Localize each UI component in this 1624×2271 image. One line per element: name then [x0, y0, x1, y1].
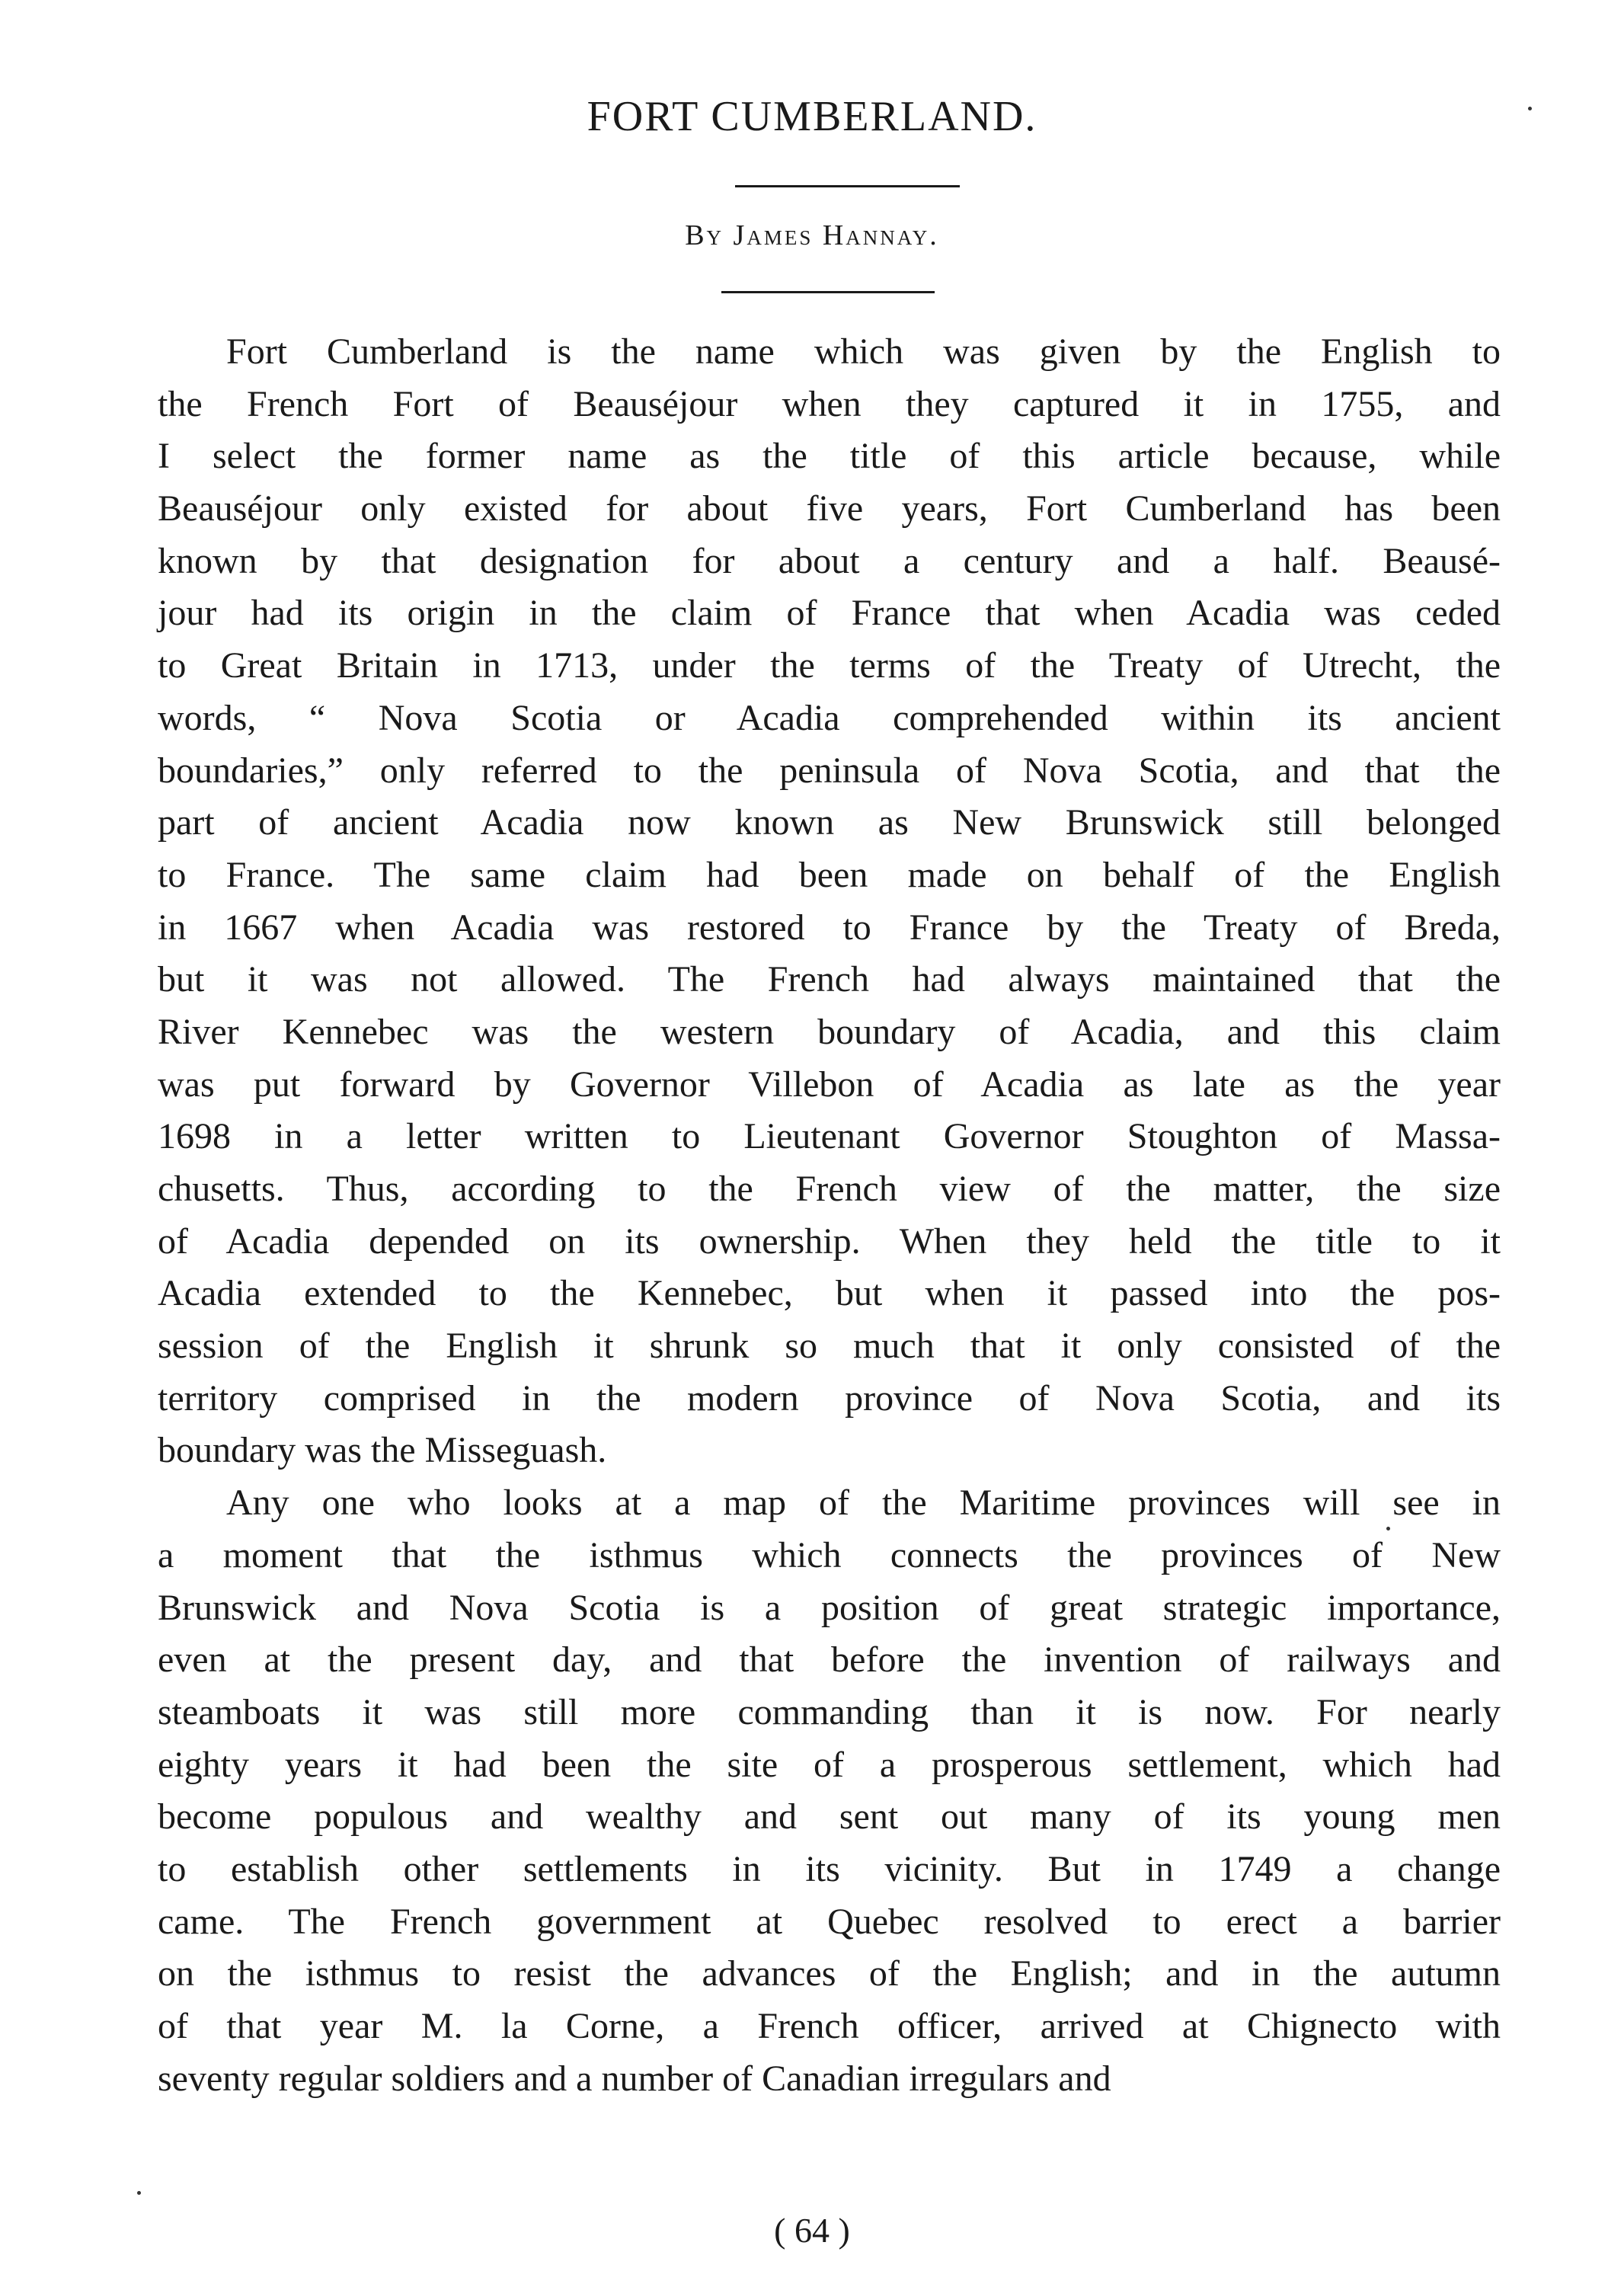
- text-line: River Kennebec was the western boundary of Acadia, and this claim: [158, 1011, 1501, 1052]
- article-body: [158, 326, 1501, 2105]
- text-line: boundary was the Misseguash.: [158, 1430, 607, 1471]
- text-line: chusetts. Thus, according to the French view of the matter, the size: [158, 1169, 1501, 1209]
- text-line: I select the former name as the title of this article because, while: [158, 436, 1501, 477]
- page-number: ( 64 ): [774, 2211, 850, 2250]
- text-line: even at the present day, and that before the invention of railways and: [158, 1639, 1501, 1681]
- text-line: came. The French government at Quebec resolved to erect a barrier: [158, 1901, 1501, 1942]
- author-byline: By James Hannay.: [685, 219, 939, 251]
- text-line: Beauséjour only existed for about five years, Fort Cumberland has been: [158, 488, 1501, 529]
- text-line: Fort Cumberland is the name which was given by the English to: [226, 331, 1501, 372]
- text-line: was put forward by Governor Villebon of Acadia as late as the year: [158, 1064, 1501, 1105]
- text-line: a moment that the isthmus which connects the provinces of New: [158, 1534, 1501, 1575]
- text-line: territory comprised in the modern province of Nova Scotia, and its: [158, 1377, 1501, 1419]
- byline-rule: [721, 291, 935, 293]
- text-line: but it was not allowed. The French had always maintained that the: [158, 959, 1501, 1000]
- text-line: the French Fort of Beauséjour when they captured it in 1755, and: [158, 383, 1501, 424]
- article-title: FORT CUMBERLAND.: [587, 93, 1037, 140]
- text-line: steamboats it was still more commanding than it is now. For nearly: [158, 1691, 1501, 1732]
- scan-speck: [1528, 107, 1532, 110]
- text-line: Any one who looks at a map of the Maritime provinces will see in: [226, 1483, 1501, 1524]
- text-line: jour had its origin in the claim of France that when Acadia was ceded: [158, 593, 1501, 634]
- title-rule: [735, 185, 960, 187]
- text-line: words, “ Nova Scotia or Acadia comprehended within its ancient: [158, 697, 1501, 738]
- text-line: 1698 in a letter written to Lieutenant Governor Stoughton of Massa-: [158, 1116, 1501, 1157]
- text-line: to Great Britain in 1713, under the terms of the Treaty of Utrecht, the: [158, 645, 1501, 686]
- text-line: to establish other settlements in its vicinity. But in 1749 a change: [158, 1848, 1501, 1889]
- text-line: on the isthmus to resist the advances of the English; and in the autumn: [158, 1953, 1501, 1994]
- text-line: of that year M. la Corne, a French officer, arrived at Chignecto with: [158, 2006, 1501, 2046]
- scan-speck: [137, 2191, 141, 2195]
- text-line: become populous and wealthy and sent out many of its young men: [158, 1796, 1501, 1838]
- text-line: to France. The same claim had been made on behalf of the English: [158, 854, 1501, 895]
- text-line: seventy regular soldiers and a number of Canadian irregulars and: [158, 2058, 1111, 2099]
- text-line: part of ancient Acadia now known as New Brunswick still belonged: [158, 802, 1501, 843]
- text-line: eighty years it had been the site of a prosperous settlement, which had: [158, 1744, 1501, 1785]
- text-line: session of the English it shrunk so much that it only consisted of the: [158, 1326, 1501, 1367]
- text-line: of Acadia depended on its ownership. When they held the title to it: [158, 1220, 1501, 1262]
- scan-speck: [1386, 1527, 1390, 1531]
- text-line: in 1667 when Acadia was restored to France by the Treaty of Breda,: [158, 907, 1501, 948]
- text-line: known by that designation for about a century and a half. Beausé-: [158, 540, 1501, 581]
- text-line: Acadia extended to the Kennebec, but when it passed into the pos-: [158, 1273, 1501, 1314]
- text-line: boundaries,” only referred to the peninsula of Nova Scotia, and that the: [158, 750, 1501, 791]
- text-line: Brunswick and Nova Scotia is a position of great strategic importance,: [158, 1587, 1501, 1628]
